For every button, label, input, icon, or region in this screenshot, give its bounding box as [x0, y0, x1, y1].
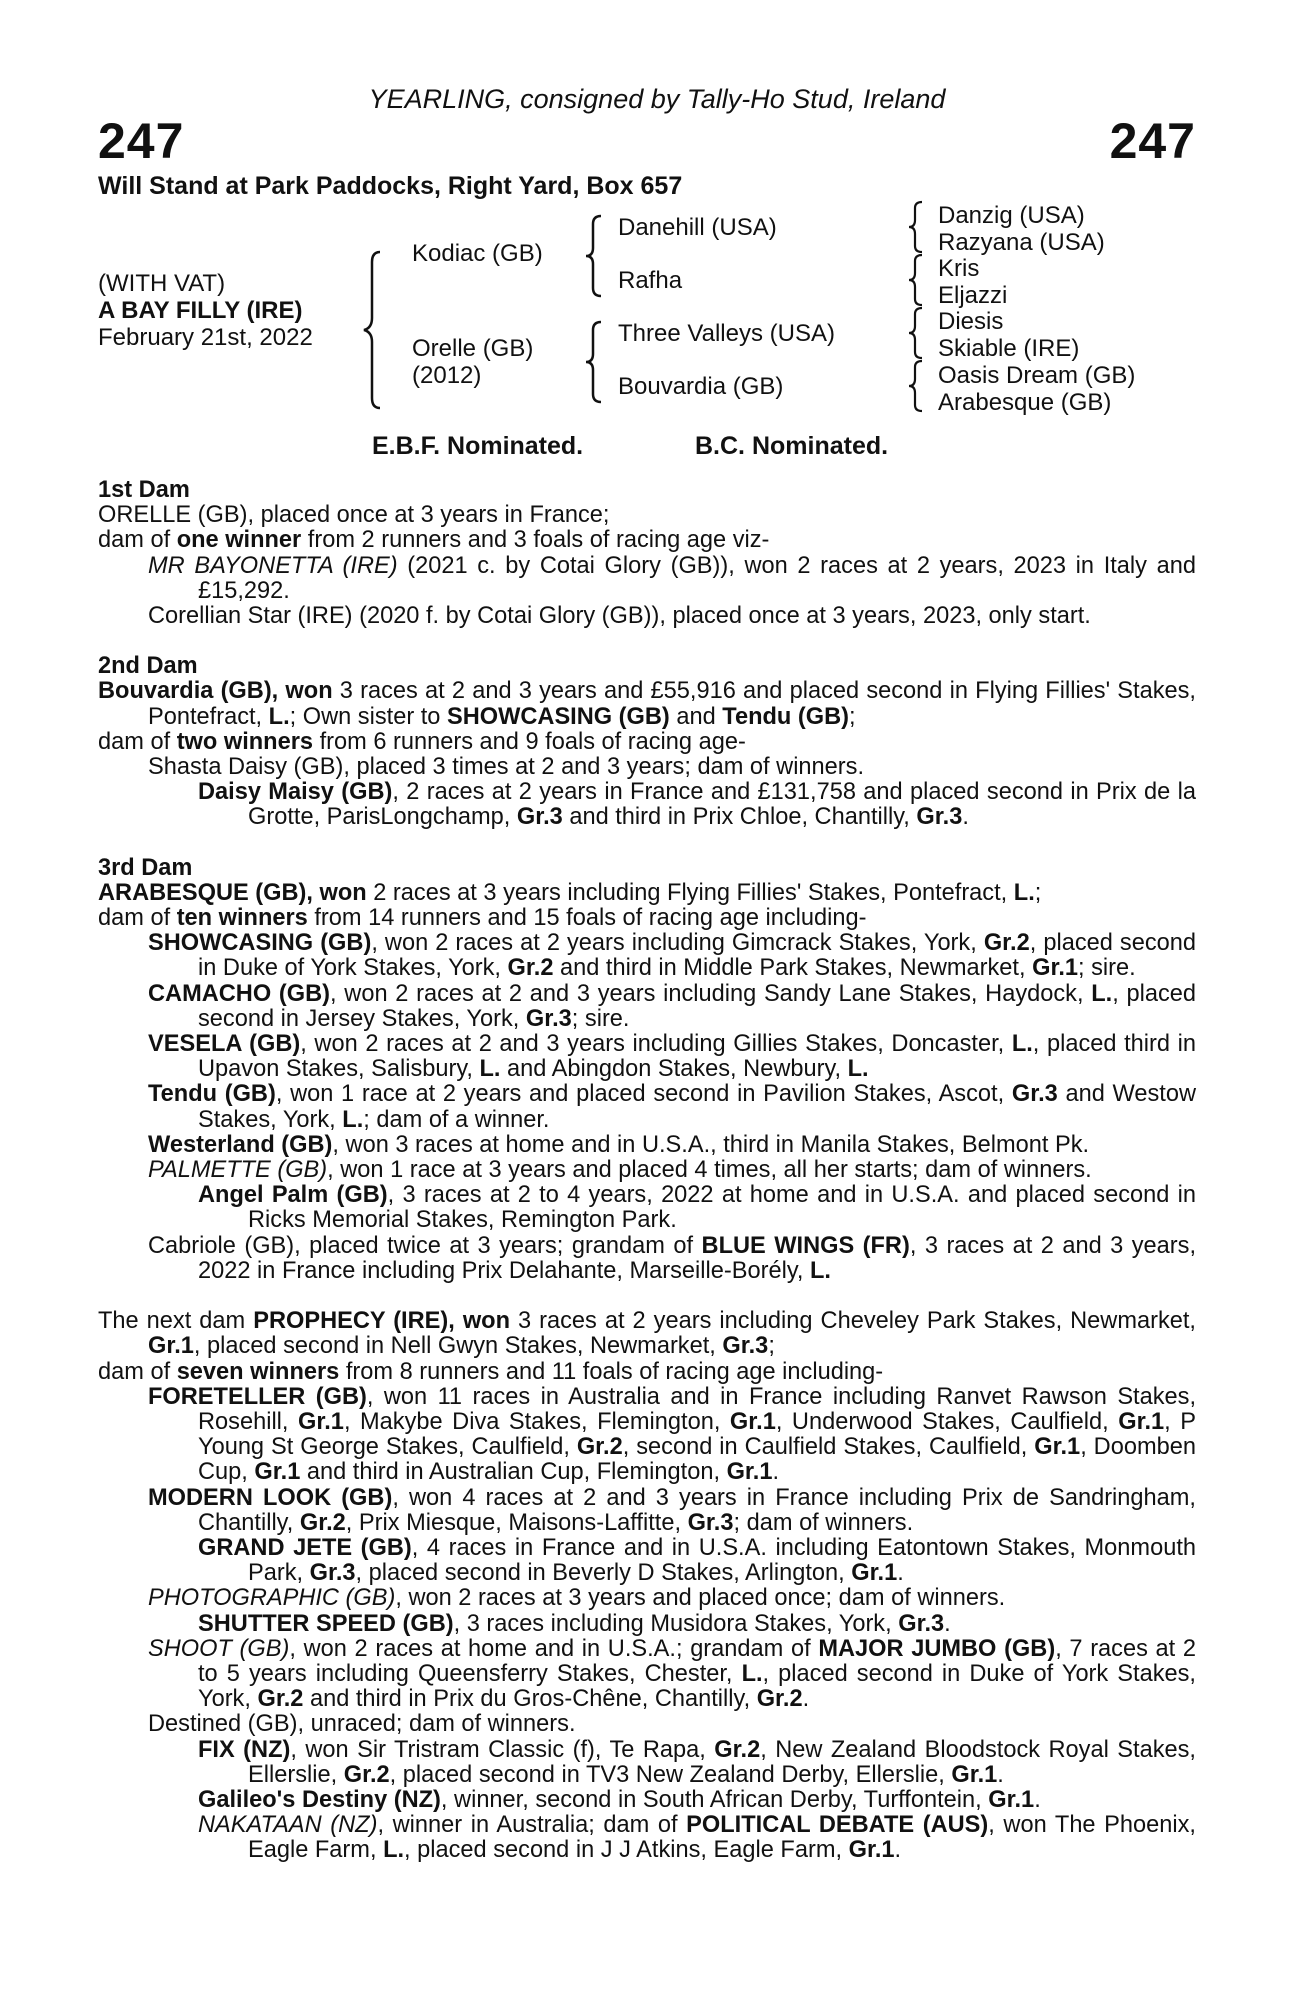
pedigree-gen4-2: Razyana (USA)	[938, 229, 1105, 256]
produce-entry: FIX (NZ), won Sir Tristram Classic (f), Te Rapa, Gr.2, New Zealand Bloodstock Royal Stakes, Ellerslie, Gr.2, placed second in TV3 New Zealand Derby, Ellerslie, Gr.1.	[198, 1736, 1196, 1788]
pedigree-brace-2a	[583, 214, 607, 298]
produce-entry: The next dam PROPHECY (IRE), won 3 races at 2 years including Cheveley Park Stakes, Newmarket, Gr.1, placed second in Nell Gwyn Stakes, Newmarket, Gr.3;	[98, 1308, 1196, 1360]
produce-entry: Cabriole (GB), placed twice at 3 years; grandam of BLUE WINGS (FR), 3 races at 2 and 3 years, 2022 in France including Prix Delahante, Marseille-Borély, L.	[148, 1232, 1196, 1284]
produce-entry: Galileo's Destiny (NZ), winner, second in South African Derby, Turffontein, Gr.1.	[198, 1786, 1041, 1813]
pedigree-sire: Kodiac (GB)	[412, 240, 543, 267]
produce-entry: Angel Palm (GB), 3 races at 2 to 4 years, 2022 at home and in U.S.A. and placed second in Ricks Memorial Stakes, Remington Park.	[198, 1182, 1197, 1234]
produce-entry: MODERN LOOK (GB), won 4 races at 2 and 3 years in France including Prix de Sandringham, Chantilly, Gr.2, Prix Miesque, Maisons-Laffitte, Gr.3; dam of winners.	[148, 1484, 1196, 1536]
produce-entry: Tendu (GB), won 1 race at 2 years and placed second in Pavilion Stakes, Ascot, Gr.3 and Westow Stakes, York, L.; dam of a winner.	[148, 1081, 1197, 1133]
produce-entry: SHUTTER SPEED (GB), 3 races including Musidora Stakes, York, Gr.3.	[198, 1610, 951, 1637]
pedigree-gen3-3: Three Valleys (USA)	[618, 320, 835, 347]
produce-entry: Bouvardia (GB), won 3 races at 2 and 3 years and £55,916 and placed second in Flying Fillies' Stakes, Pontefract, L.; Own sister to SHOWCASING (GB) and Tendu (GB);	[98, 678, 1196, 730]
pedigree-dam-year: (2012)	[412, 362, 482, 389]
pedigree-gen4-7: Oasis Dream (GB)	[938, 362, 1136, 389]
produce-entry: Shasta Daisy (GB), placed 3 times at 2 and 3 years; dam of winners.	[148, 754, 865, 781]
lot-number-right: 247	[1109, 113, 1196, 169]
vat-note: (WITH VAT)	[98, 270, 226, 297]
pedigree-gen3-4: Bouvardia (GB)	[618, 373, 784, 400]
produce-entry: Westerland (GB), won 3 races at home and in U.S.A., third in Manila Stakes, Belmont Pk.	[148, 1131, 1090, 1158]
produce-entry: ORELLE (GB), placed once at 3 years in France;	[98, 502, 610, 529]
pedigree-brace-3b	[906, 253, 928, 307]
pedigree-brace-3a	[906, 200, 928, 254]
lot-number-left: 247	[98, 113, 185, 169]
produce-entry: VESELA (GB), won 2 races at 2 and 3 years including Gillies Stakes, Doncaster, L., placed third in Upavon Stakes, Salisbury, L. and Abingdon Stakes, Newbury, L.	[148, 1031, 1196, 1083]
produce-entry: FORETELLER (GB), won 11 races in Australia and in France including Ranvet Rawson Stakes, Rosehill, Gr.1, Makybe Diva Stakes, Flemington, Gr.1, Underwood Stakes, Caulfield, Gr.1, P Young St George Stakes, Caulfield, Gr.2, second in Caulfield Stakes, Caulfield, Gr.1, Doomben Cup, Gr.1 and third in Australian Cup, Flemington, Gr.1.	[148, 1383, 1196, 1486]
produce-entry: ARABESQUE (GB), won 2 races at 3 years including Flying Fillies' Stakes, Pontefract, L.;	[98, 879, 1042, 906]
produce-entry: PHOTOGRAPHIC (GB), won 2 races at 3 years and placed once; dam of winners.	[148, 1585, 1006, 1612]
stable-location: Will Stand at Park Paddocks, Right Yard, Box 657	[98, 172, 683, 200]
pedigree-gen4-4: Eljazzi	[938, 282, 1008, 309]
dam-section	[98, 856, 1196, 1284]
pedigree-gen3-2: Rafha	[618, 267, 683, 294]
produce-entry: GRAND JETE (GB), 4 races in France and in U.S.A. including Eatontown Stakes, Monmouth Park, Gr.3, placed second in Beverly D Stakes, Arlington, Gr.1.	[198, 1534, 1196, 1587]
foaling-date: February 21st, 2022	[98, 324, 313, 351]
pedigree-brace-3c	[906, 306, 928, 360]
produce-entry: Corellian Star (IRE) (2020 f. by Cotai Glory (GB)), placed once at 3 years, 2023, only start.	[148, 603, 1091, 630]
pedigree-gen4-1: Danzig (USA)	[938, 202, 1085, 229]
pedigree-gen3-1: Danehill (USA)	[618, 214, 777, 241]
produce-entry: SHOWCASING (GB), won 2 races at 2 years including Gimcrack Stakes, York, Gr.2, placed second in Duke of York Stakes, York, Gr.2 and third in Middle Park Stakes, Newmarket, Gr.1; sire.	[148, 930, 1196, 982]
consignor-header: YEARLING, consigned by Tally-Ho Stud, Ireland	[368, 84, 946, 114]
produce-entry: dam of one winner from 2 runners and 3 foals of racing age viz-	[98, 527, 770, 554]
dam-section	[98, 478, 1196, 629]
dam-heading: 1st Dam	[98, 477, 190, 503]
produce-entry: Daisy Maisy (GB), 2 races at 2 years in France and £131,758 and placed second in Prix de la Grotte, ParisLongchamp, Gr.3 and third in Prix Chloe, Chantilly, Gr.3.	[198, 779, 1196, 831]
produce-entry: CAMACHO (GB), won 2 races at 2 and 3 years including Sandy Lane Stakes, Haydock, L., placed second in Jersey Stakes, York, Gr.3; sire.	[148, 980, 1196, 1032]
bc-nomination: B.C. Nominated.	[695, 432, 889, 460]
dam-section	[98, 654, 1196, 830]
dam-heading: 3rd Dam	[98, 854, 193, 881]
pedigree-dam: Orelle (GB)	[412, 335, 534, 362]
dam-heading: 2nd Dam	[98, 653, 198, 680]
pedigree-brace-3d	[906, 359, 928, 413]
produce-entry: SHOOT (GB), won 2 races at home and in U.S.A.; grandam of MAJOR JUMBO (GB), 7 races at 2 to 5 years including Queensferry Stakes, Chester, L., placed second in Duke of York Stakes, York, Gr.2 and third in Prix du Gros-Chêne, Chantilly, Gr.2.	[148, 1635, 1197, 1713]
produce-entry: dam of seven winners from 8 runners and 11 foals of racing age including-	[98, 1358, 884, 1385]
produce-entry: NAKATAAN (NZ), winner in Australia; dam of POLITICAL DEBATE (AUS), won The Phoenix, Eagle Farm, L., placed second in J J Atkins, Eagle Farm, Gr.1.	[198, 1812, 1196, 1864]
horse-name: A BAY FILLY (IRE)	[98, 297, 303, 324]
produce-entry: Destined (GB), unraced; dam of winners.	[148, 1711, 576, 1738]
pedigree-gen4-3: Kris	[938, 255, 980, 282]
pedigree-gen4-5: Diesis	[938, 308, 1004, 335]
produce-entry: dam of ten winners from 14 runners and 15 foals of racing age including-	[98, 905, 867, 932]
pedigree-gen4-6: Skiable (IRE)	[938, 335, 1080, 362]
produce-entry: PALMETTE (GB), won 1 race at 3 years and placed 4 times, all her starts; dam of winners.	[148, 1157, 1092, 1184]
produce-entry: MR BAYONETTA (IRE) (2021 c. by Cotai Glory (GB)), won 2 races at 2 years, 2023 in Italy and £15,292.	[148, 552, 1196, 604]
produce-record	[98, 478, 1196, 1864]
produce-entry: dam of two winners from 6 runners and 9 foals of racing age-	[98, 728, 746, 755]
pedigree-gen4-8: Arabesque (GB)	[938, 389, 1112, 416]
dam-section	[98, 1309, 1196, 1863]
ebf-nomination: E.B.F. Nominated.	[372, 432, 584, 460]
pedigree-brace-1	[360, 250, 390, 410]
pedigree-brace-2b	[583, 320, 607, 404]
